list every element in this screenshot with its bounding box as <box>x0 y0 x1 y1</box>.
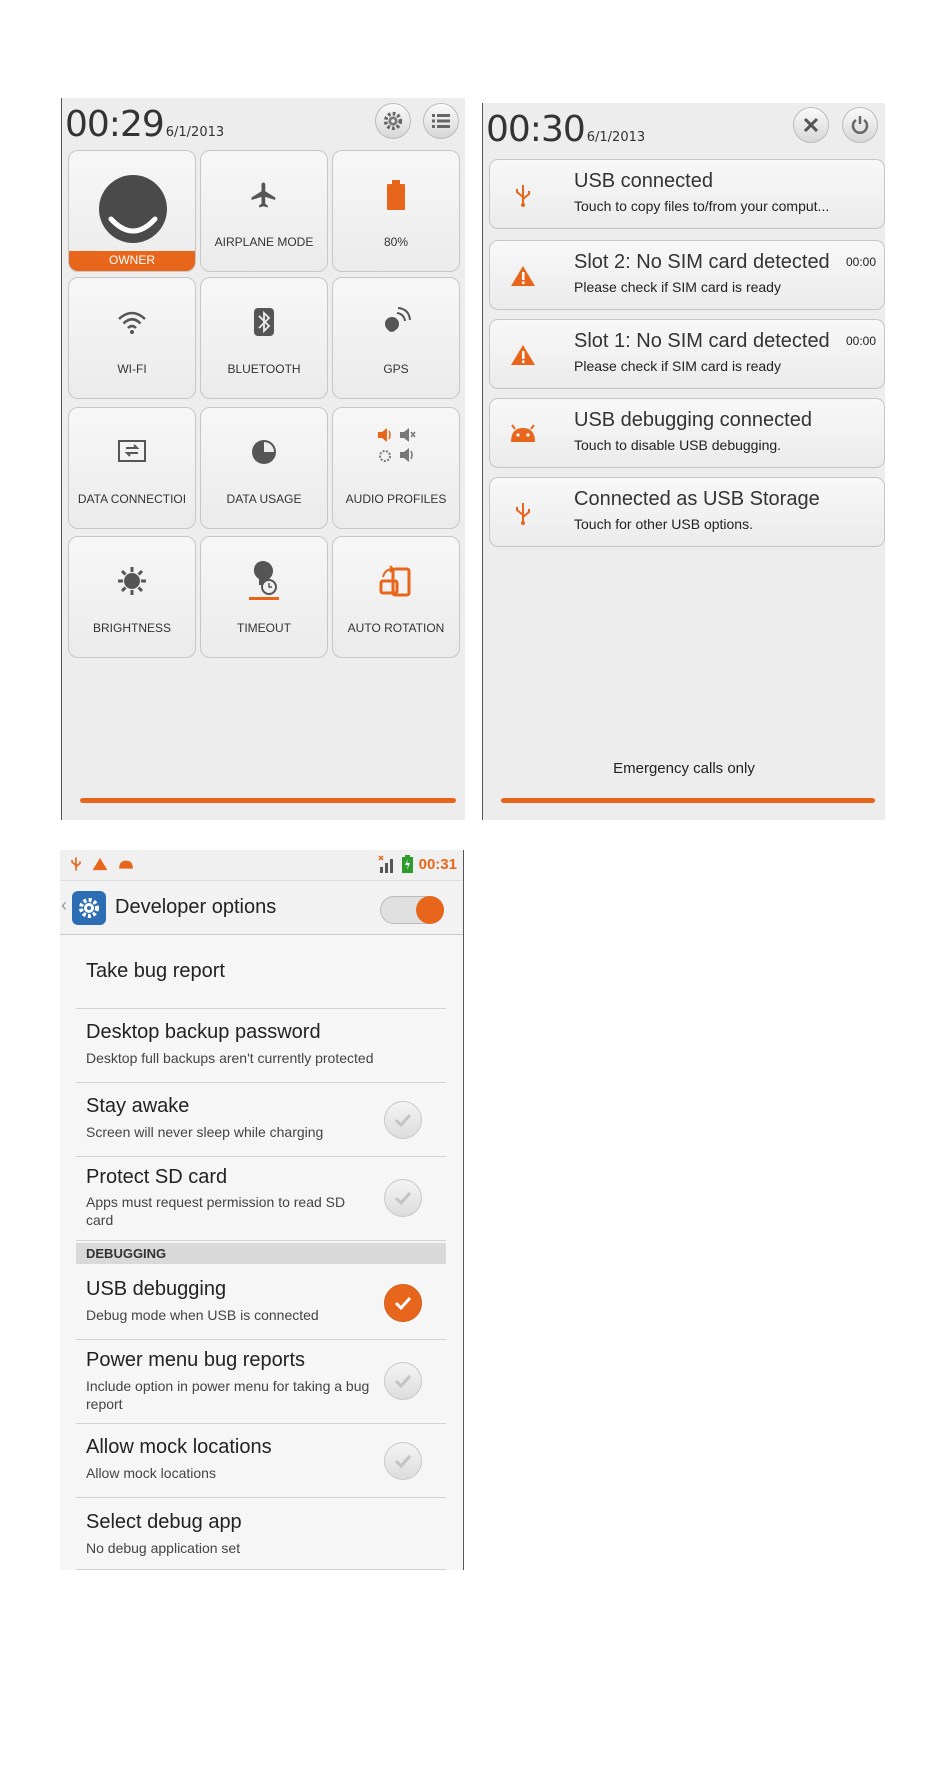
row-subtitle: Debug mode when USB is connected <box>86 1307 319 1323</box>
power-icon <box>850 115 870 135</box>
check-icon <box>394 1296 412 1310</box>
row-title: Desktop backup password <box>86 1021 321 1043</box>
signal-icon <box>378 855 396 873</box>
tile-label: AIRPLANE MODE <box>214 235 314 249</box>
row-stay-awake[interactable] <box>76 1083 446 1157</box>
battery-icon <box>386 180 406 210</box>
toggle-knob <box>416 896 444 924</box>
row-select-debug-app[interactable] <box>76 1498 446 1570</box>
notification-subtitle: Touch for other USB options. <box>574 516 753 532</box>
notification-subtitle: Please check if SIM card is ready <box>574 358 781 374</box>
section-header-debugging: DEBUGGING <box>76 1243 446 1264</box>
tile-gps[interactable] <box>332 277 460 399</box>
tile-airplane-mode[interactable] <box>200 150 328 272</box>
row-subtitle: Allow mock locations <box>86 1465 216 1481</box>
warning-icon <box>510 344 536 366</box>
notification-usb-debugging[interactable] <box>489 398 885 468</box>
panel-handle-bar[interactable] <box>501 798 875 803</box>
notification-time: 00:00 <box>845 255 876 269</box>
warning-icon <box>510 265 536 287</box>
nt-clock: 00:30 6/1/2013 <box>486 109 646 150</box>
close-icon <box>803 117 819 133</box>
qs-clock: 00:29 6/1/2013 <box>65 104 225 145</box>
row-power-menu-bug-reports[interactable] <box>76 1340 446 1424</box>
action-bar <box>60 881 463 935</box>
timeout-icon <box>247 561 281 601</box>
notifications-toggle-button[interactable] <box>423 103 459 139</box>
row-title: Stay awake <box>86 1095 190 1117</box>
row-subtitle: Apps must request permission to read SD card <box>86 1194 346 1228</box>
tile-auto-rotation[interactable] <box>332 536 460 658</box>
data-usage-icon <box>250 438 278 466</box>
power-button[interactable] <box>842 107 878 143</box>
list-icon <box>432 114 450 128</box>
nt-date: 6/1/2013 <box>586 130 646 145</box>
tile-label: DATA CONNECTIOI <box>77 492 187 506</box>
notification-title: USB connected <box>574 170 713 192</box>
notification-subtitle: Please check if SIM card is ready <box>574 279 781 295</box>
notification-time: 00:00 <box>845 334 876 348</box>
tile-label: GPS <box>383 362 409 376</box>
tile-label: DATA USAGE <box>226 492 302 506</box>
notification-title: USB debugging connected <box>574 409 812 431</box>
gps-icon <box>381 307 411 337</box>
warning-icon <box>92 857 108 871</box>
notification-slot1-no-sim[interactable] <box>489 319 885 389</box>
usb-icon <box>515 183 531 207</box>
clear-notifications-button[interactable] <box>793 107 829 143</box>
page-title: Developer options <box>115 896 277 918</box>
usb-debugging-checkbox[interactable] <box>384 1284 422 1322</box>
row-title: Allow mock locations <box>86 1436 272 1458</box>
notification-usb-storage[interactable] <box>489 477 885 547</box>
tile-brightness[interactable] <box>68 536 196 658</box>
panel-handle-bar[interactable] <box>80 798 456 803</box>
check-icon <box>394 1113 412 1127</box>
android-debug-icon <box>118 858 134 870</box>
tile-data-usage[interactable] <box>200 407 328 529</box>
usb-icon <box>515 501 531 525</box>
stay-awake-checkbox[interactable] <box>384 1101 422 1139</box>
row-desktop-backup-password[interactable] <box>76 1009 446 1083</box>
tile-owner[interactable] <box>68 150 196 272</box>
tile-label: WI-FI <box>117 362 147 376</box>
row-subtitle: Desktop full backups aren't currently protected <box>86 1050 374 1066</box>
notification-subtitle: Touch to disable USB debugging. <box>574 437 782 453</box>
back-chevron-icon[interactable]: ‹ <box>61 895 67 915</box>
gear-icon <box>382 110 404 132</box>
status-bar <box>60 850 463 881</box>
row-title: Take bug report <box>86 960 225 982</box>
audio-profiles-icon <box>374 426 418 466</box>
tile-label: 80% <box>383 235 409 249</box>
row-title: USB debugging <box>86 1278 227 1300</box>
android-debug-icon <box>509 424 537 444</box>
usb-icon <box>70 856 82 872</box>
auto-rotation-icon <box>379 565 413 597</box>
developer-options-screen <box>60 850 464 1570</box>
row-protect-sd-card[interactable] <box>76 1157 446 1241</box>
row-subtitle: Include option in power menu for taking a bug report <box>86 1378 370 1412</box>
battery-charging-icon <box>402 855 413 873</box>
tile-label: TIMEOUT <box>237 621 291 635</box>
row-title: Power menu bug reports <box>86 1349 306 1371</box>
allow-mock-locations-checkbox[interactable] <box>384 1442 422 1480</box>
notification-title: Slot 1: No SIM card detected <box>574 330 830 352</box>
gear-icon <box>77 896 101 920</box>
settings-app-icon[interactable] <box>72 891 106 925</box>
row-title: Select debug app <box>86 1511 242 1533</box>
settings-button[interactable] <box>375 103 411 139</box>
qs-date: 6/1/2013 <box>165 125 225 140</box>
tile-label: OWNER <box>109 253 155 267</box>
developer-options-toggle[interactable] <box>380 896 444 924</box>
airplane-icon <box>249 180 279 210</box>
quick-settings-panel <box>61 98 465 820</box>
tile-label: AUTO ROTATION <box>347 621 445 635</box>
brightness-icon <box>117 566 147 596</box>
notification-title: Slot 2: No SIM card detected <box>574 251 830 273</box>
row-subtitle: Screen will never sleep while charging <box>86 1124 324 1140</box>
tile-wifi[interactable] <box>68 277 196 399</box>
tile-bluetooth[interactable] <box>200 277 328 399</box>
tile-battery[interactable] <box>332 150 460 272</box>
check-icon <box>394 1374 412 1388</box>
notification-usb-connected[interactable] <box>489 159 885 229</box>
tile-label: AUDIO PROFILES <box>345 492 447 506</box>
emergency-calls-label: Emergency calls only <box>613 760 755 777</box>
protect-sd-card-checkbox[interactable] <box>384 1179 422 1217</box>
status-clock: 00:31 <box>418 855 457 873</box>
row-title: Protect SD card <box>86 1166 228 1188</box>
row-allow-mock-locations[interactable] <box>76 1424 446 1498</box>
notification-title: Connected as USB Storage <box>574 488 820 510</box>
check-icon <box>394 1454 412 1468</box>
check-icon <box>394 1191 412 1205</box>
notification-slot2-no-sim[interactable] <box>489 240 885 310</box>
tile-timeout[interactable] <box>200 536 328 658</box>
power-menu-bug-reports-checkbox[interactable] <box>384 1362 422 1400</box>
bluetooth-icon <box>254 308 274 336</box>
data-connection-icon <box>118 440 146 464</box>
notifications-panel <box>482 103 885 820</box>
row-subtitle: No debug application set <box>86 1540 241 1556</box>
notification-subtitle: Touch to copy files to/from your comput... <box>574 198 830 214</box>
wifi-icon <box>117 309 147 335</box>
row-take-bug-report[interactable] <box>76 935 446 1009</box>
row-usb-debugging[interactable] <box>76 1264 446 1340</box>
tile-audio-profiles[interactable] <box>332 407 460 529</box>
tile-label: BLUETOOTH <box>227 362 301 376</box>
tile-data-connection[interactable] <box>68 407 196 529</box>
tile-label: BRIGHTNESS <box>92 621 171 635</box>
